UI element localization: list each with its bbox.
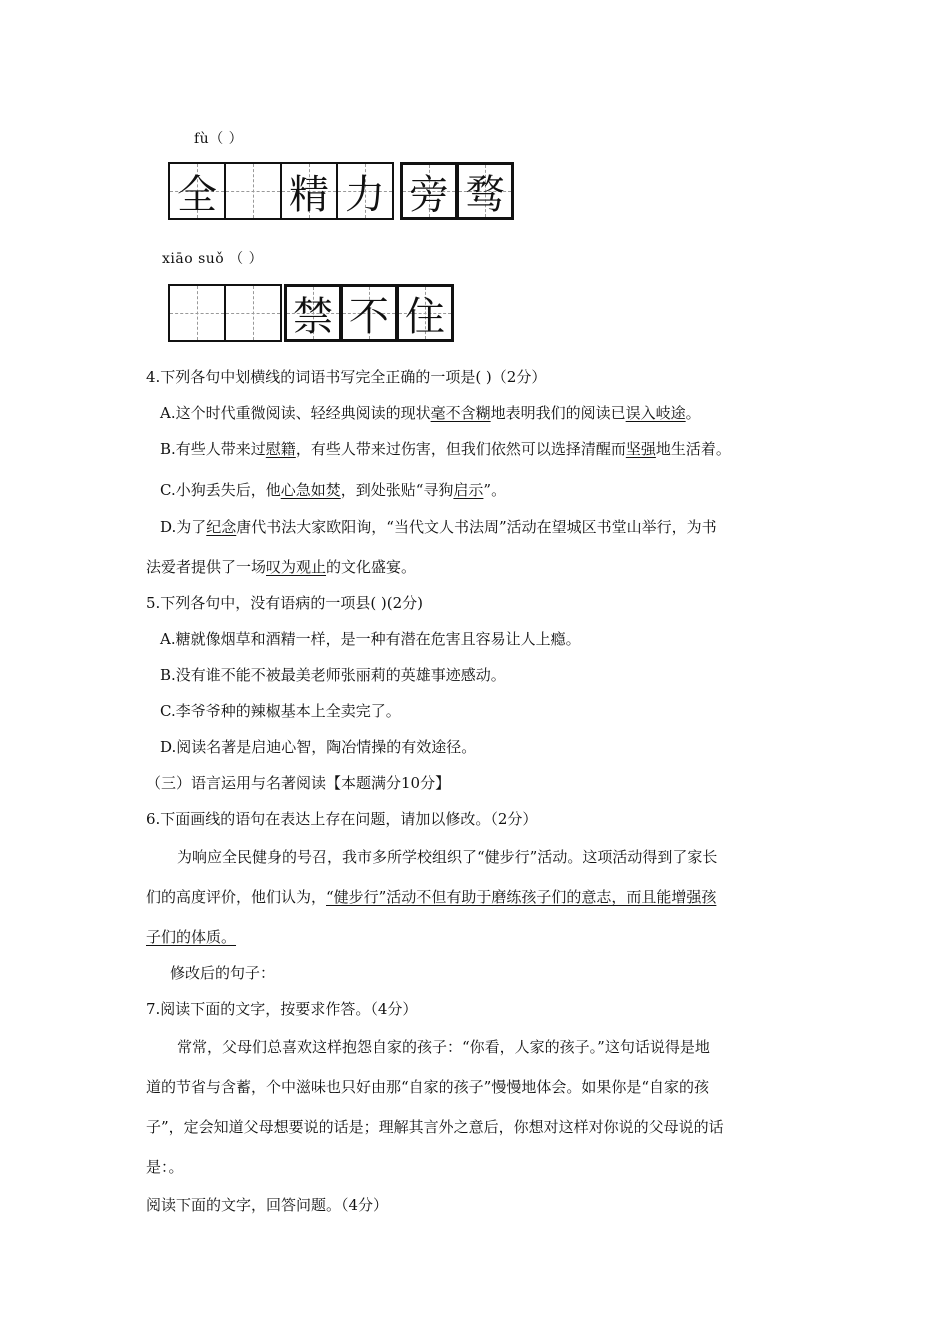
question-5-stem: 5.下列各句中，没有语病的一项县( )(2分) (146, 594, 424, 612)
grid-cell: 力 (336, 162, 394, 220)
question-6-stem: 6.下面画线的语句在表达上存在问题，请加以修改。（2分） (146, 810, 538, 828)
question-7-line-2: 道的节省与含蓄，个中滋味也只好由那“自家的孩子”慢慢地体会。如果你是“自家的孩 (146, 1078, 710, 1096)
question-4-option-d-cont: 法爱者提供了一场叹为观止的文化盛宴。 (146, 558, 417, 576)
question-4-option-a: A.这个时代重微阅读、轻经典阅读的现状毫不含糊地表明我们的阅读已误入岐途。 (160, 404, 701, 422)
question-4-option-d: D.为了纪念唐代书法大家欧阳询，“当代文人书法周”活动在望城区书堂山举行，为书 (160, 518, 717, 536)
question-6-line-1: 为响应全民健身的号召，我市多所学校组织了“健步行”活动。这项活动得到了家长 (177, 848, 718, 866)
question-6-answer-label: 修改后的句子： (170, 964, 276, 982)
question-7-line-4: 是：。 (146, 1158, 184, 1176)
question-7-line-3: 子”，定会知道父母想要说的话是；理解其言外之意后，你想对这样对你说的父母说的话 (146, 1118, 724, 1136)
question-4-option-b: B.有些人带来过慰籍，有些人带来过伤害，但我们依然可以选择清醒而坚强地生活着。 (160, 440, 731, 458)
question-5-option-b: B.没有谁不能不被最美老师张丽莉的英雄事迹感动。 (160, 666, 506, 684)
question-7-stem: 7.阅读下面的文字，按要求作答。（4分） (146, 1000, 418, 1018)
grid-cell-blank (224, 284, 282, 342)
question-5-option-d: D.阅读名著是启迪心智，陶冶情操的有效途径。 (160, 738, 477, 756)
question-6-line-3: 子们的体质。 (146, 928, 237, 946)
question-7-line-1: 常常，父母们总喜欢这样抱怨自家的孩子：“你看，人家的孩子。”这句话说得是地 (177, 1038, 710, 1056)
grid-cell: 旁 (400, 162, 458, 220)
question-5-option-c: C.李爷爷种的辣椒基本上全卖完了。 (160, 702, 401, 720)
grid-cell-blank (168, 284, 226, 342)
character-grid-2 (168, 284, 452, 342)
grid-cell: 住 (396, 284, 454, 342)
question-8-stem: 阅读下面的文字，回答问题。（4分） (146, 1196, 389, 1214)
section-3-heading: （三）语言运用与名著阅读【本题满分10分】 (146, 774, 451, 792)
grid-cell-blank (224, 162, 282, 220)
pinyin-2: xiāo suǒ （ ） (162, 251, 264, 267)
grid-cell: 不 (340, 284, 398, 342)
grid-cell: 精 (280, 162, 338, 220)
question-4-option-c: C.小狗丢失后，他心急如焚，到处张贴“寻狗启示”。 (160, 481, 507, 499)
question-5-option-a: A.糖就像烟草和酒精一样，是一种有潜在危害且容易让人上瘾。 (160, 630, 581, 648)
pinyin-1: fù（ ） (194, 131, 244, 147)
question-6-line-2: 们的高度评价，他们认为，“健步行”活动不但有助于磨练孩子们的意志，而且能增强孩 (146, 888, 717, 906)
question-4-stem: 4.下列各句中划横线的词语书写完全正确的一项是( )（2分） (146, 368, 547, 386)
grid-cell: 骛 (456, 162, 514, 220)
grid-cell: 全 (168, 162, 226, 220)
grid-cell: 禁 (284, 284, 342, 342)
character-grid-1 (168, 162, 512, 220)
